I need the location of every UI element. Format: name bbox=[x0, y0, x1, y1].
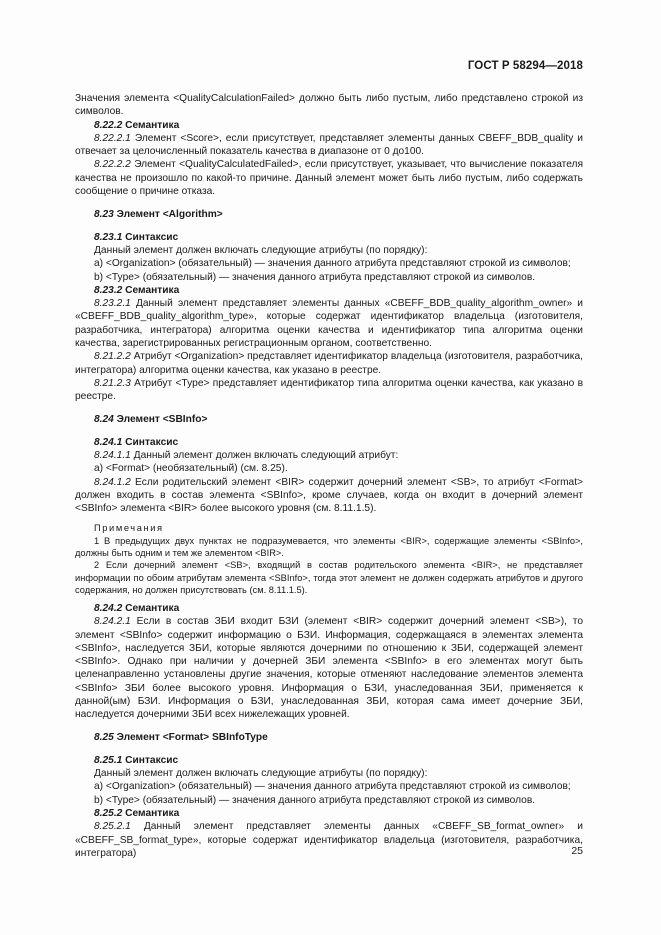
notes-title bbox=[75, 522, 583, 535]
clause-text: Элемент <Score>, если присутствует, представляет элементы данных CBEFF_BDB_quality и отвечает за целочисленный показатель качества в диапазоне от 0 до100. bbox=[75, 132, 583, 158]
clause-text: a) <Format> (необязательный) (см. 8.25). bbox=[94, 463, 288, 475]
body-paragraph bbox=[75, 615, 583, 721]
body-paragraph bbox=[75, 794, 583, 807]
section-heading bbox=[75, 208, 583, 221]
clause-text: 1 В предыдущих двух пунктах не подразумевается, что элементы <BIR>, содержащие элементы <SBInfo>, должны быть одним и тем же элементом <BIR>. bbox=[75, 535, 583, 559]
clause-text: Элемент <SBInfo> bbox=[116, 414, 208, 426]
clause-text: Синтаксис bbox=[125, 436, 179, 448]
body-paragraph bbox=[75, 449, 583, 462]
clause-text: Элемент <QualityCalculatedFailed>, если присутствует, указывает, что вычисление показателя качества не произошло по какой-то причине. Данный элемент может быть либо пустым, либо содержать сообщение о причине отказа. bbox=[75, 159, 583, 198]
section-heading bbox=[75, 807, 583, 820]
clause-number: 8.24.1.2 bbox=[94, 476, 131, 488]
clause-text: Если родительский элемент <BIR> содержит дочерний элемент <SB>, то атрибут <Format> должен входить в состав элемента <SBInfo>, кроме случаев, когда он входит в дочерний элемент <SBInfo> элемента <BIR> более высокого уровня (см. 8.11.1.5). bbox=[75, 476, 583, 515]
clause-number: 8.25.2.1 bbox=[94, 821, 131, 833]
clause-text: Данный элемент представляет элементы данных «CBEFF_SB_format_owner» и «CBEFF_SB_format_type», которые содержат идентификатор владельца (изготовителя, разработчика, интегратора) bbox=[75, 821, 583, 859]
clause-number: 8.25.1 bbox=[94, 754, 123, 766]
clause-number: 8.24 bbox=[94, 414, 114, 426]
clause-text: Атрибут <Type> представляет идентификатор типа алгоритма оценки качества, как указано в реестре. bbox=[75, 377, 583, 403]
clause-text: 2 Если дочерний элемент <SB>, входящий в состав родительского элемента <BIR>, не представляет информации по обоим атрибутам элемента <SBInfo>, тогда этот элемент не должен содержать атрибутов и другого содержания, но должен присутствовать (см. 8.11.1.5). bbox=[75, 560, 583, 595]
clause-text: Семантика bbox=[125, 119, 180, 131]
clause-text: Элемент <Format> SBInfoType bbox=[116, 732, 268, 744]
clause-number: 8.22.2.1 bbox=[94, 132, 131, 144]
clause-text: Элемент <Algorithm> bbox=[116, 208, 223, 220]
clause-text: Семантика bbox=[125, 808, 180, 820]
clause-text: b) <Type> (обязательный) — значения данного атрибута представляют строкой из символов. bbox=[94, 794, 536, 806]
body-paragraph bbox=[75, 244, 583, 257]
clause-text: Данный элемент должен включать следующие атрибуты (по порядку): bbox=[94, 768, 428, 780]
page-number: 25 bbox=[571, 845, 583, 857]
clause-number: 8.24.2.1 bbox=[94, 616, 131, 628]
section-heading bbox=[75, 231, 583, 244]
clause-number: 8.24.1 bbox=[94, 436, 123, 448]
section-spacer bbox=[75, 198, 583, 208]
clause-text: Атрибут <Organization> представляет идентификатор владельца (изготовителя, разработчика, интегратора) алгоритма оценки качества, как указано в реестре. bbox=[75, 351, 583, 376]
section-heading bbox=[75, 119, 583, 132]
clause-number: 8.22.2 bbox=[94, 119, 123, 131]
section-heading bbox=[75, 754, 583, 767]
clause-number: 8.22.2.2 bbox=[94, 159, 131, 171]
body-paragraph bbox=[75, 297, 583, 350]
clause-number: 8.25.2 bbox=[94, 808, 123, 820]
clause-text: Семантика bbox=[125, 602, 180, 614]
section-spacer bbox=[75, 426, 583, 436]
section-spacer bbox=[75, 744, 583, 754]
clause-text: Синтаксис bbox=[125, 754, 179, 766]
section-spacer bbox=[75, 404, 583, 414]
section-heading bbox=[75, 284, 583, 297]
body-paragraph bbox=[75, 271, 583, 284]
section-heading bbox=[75, 731, 583, 744]
clause-number: 8.24.2 bbox=[94, 602, 123, 614]
clause-text: Если в состав ЗБИ входит БЗИ (элемент <BIR> содержит дочерний элемент <SB>), то элемент <SBInfo> содержит информацию о БЗИ. Информация, содержащаяся в элементах элемента <SBInfo>, наследуется ЗБИ, которые являются дочерними по отношению к ЗБИ, содержащей элемент <SBInfo>. Однако при наличии у дочерней ЗБИ элемента <SBInfo> в его элементах могут быть целенаправленно установлены другие значения, которые отменяют наследование элементов элемента <SBInfo> ЗБИ более высокого уровня. Информация о БЗИ, унаследованная ЗБИ, применяется к данной(ым) БЗИ. Информация о БЗИ, унаследованная ЗБИ, которая сама имеет дочерние ЗБИ, наследуется дочерними ЗБИ всех нижележащих уровней. bbox=[75, 616, 583, 721]
body-paragraph bbox=[75, 257, 583, 270]
note-item bbox=[75, 559, 583, 596]
clause-number: 8.23.2.1 bbox=[94, 298, 131, 310]
body-paragraph bbox=[75, 158, 583, 198]
section-heading bbox=[75, 602, 583, 615]
clause-number: 8.23 bbox=[94, 208, 114, 220]
note-item bbox=[75, 535, 583, 559]
body-paragraph bbox=[75, 820, 583, 860]
clause-number: 8.24.1.1 bbox=[94, 450, 131, 462]
clause-text: Синтаксис bbox=[125, 231, 179, 243]
body-paragraph bbox=[75, 377, 583, 404]
clause-number: 8.25 bbox=[94, 732, 114, 744]
clause-text: Данный элемент представляет элементы данных «CBEFF_BDB_quality_algorithm_owner» и «CBEFF_BDB_quality_algorithm_type», которые содержат идентификатор владельца (изготовителя, разработчика, интегратора) алгоритма оценки качества и идентификатор типа алгоритма оценки качества, зарегистрированных регистрационным органом, соответственно. bbox=[75, 298, 583, 350]
clause-text: Примечания bbox=[94, 522, 164, 533]
clause-text: Данный элемент должен включать следующие атрибуты (по порядку): bbox=[94, 244, 428, 256]
clause-number: 8.23.2 bbox=[94, 284, 123, 296]
clause-text: b) <Type> (обязательный) — значения данного атрибута представляют строкой из символов. bbox=[94, 271, 536, 283]
body-paragraph bbox=[75, 476, 583, 516]
clause-number: 8.21.2.3 bbox=[94, 377, 131, 389]
section-spacer bbox=[75, 722, 583, 732]
body-paragraph bbox=[75, 92, 583, 119]
section-spacer bbox=[75, 221, 583, 231]
body-paragraph bbox=[75, 132, 583, 159]
body-paragraph bbox=[75, 780, 583, 793]
clause-number: 8.21.2.2 bbox=[94, 351, 131, 363]
clause-text: Семантика bbox=[125, 284, 180, 296]
clause-text: Значения элемента <QualityCalculationFailed> должно быть либо пустым, либо представлено строкой из символов. bbox=[75, 93, 583, 118]
section-heading bbox=[75, 413, 583, 426]
clause-text: a) <Organization> (обязательный) — значения данного атрибута представляют строкой из символов; bbox=[94, 781, 571, 793]
body-paragraph bbox=[75, 462, 583, 475]
standard-header: ГОСТ Р 58294—2018 bbox=[467, 60, 583, 72]
section-heading bbox=[75, 436, 583, 449]
clause-text: a) <Organization> (обязательный) — значения данного атрибута представляют строкой из символов; bbox=[94, 258, 571, 270]
body-paragraph bbox=[75, 767, 583, 780]
document-body bbox=[75, 92, 583, 860]
clause-text: Данный элемент должен включать следующий атрибут: bbox=[133, 450, 399, 462]
body-paragraph bbox=[75, 350, 583, 377]
clause-number: 8.23.1 bbox=[94, 231, 123, 243]
